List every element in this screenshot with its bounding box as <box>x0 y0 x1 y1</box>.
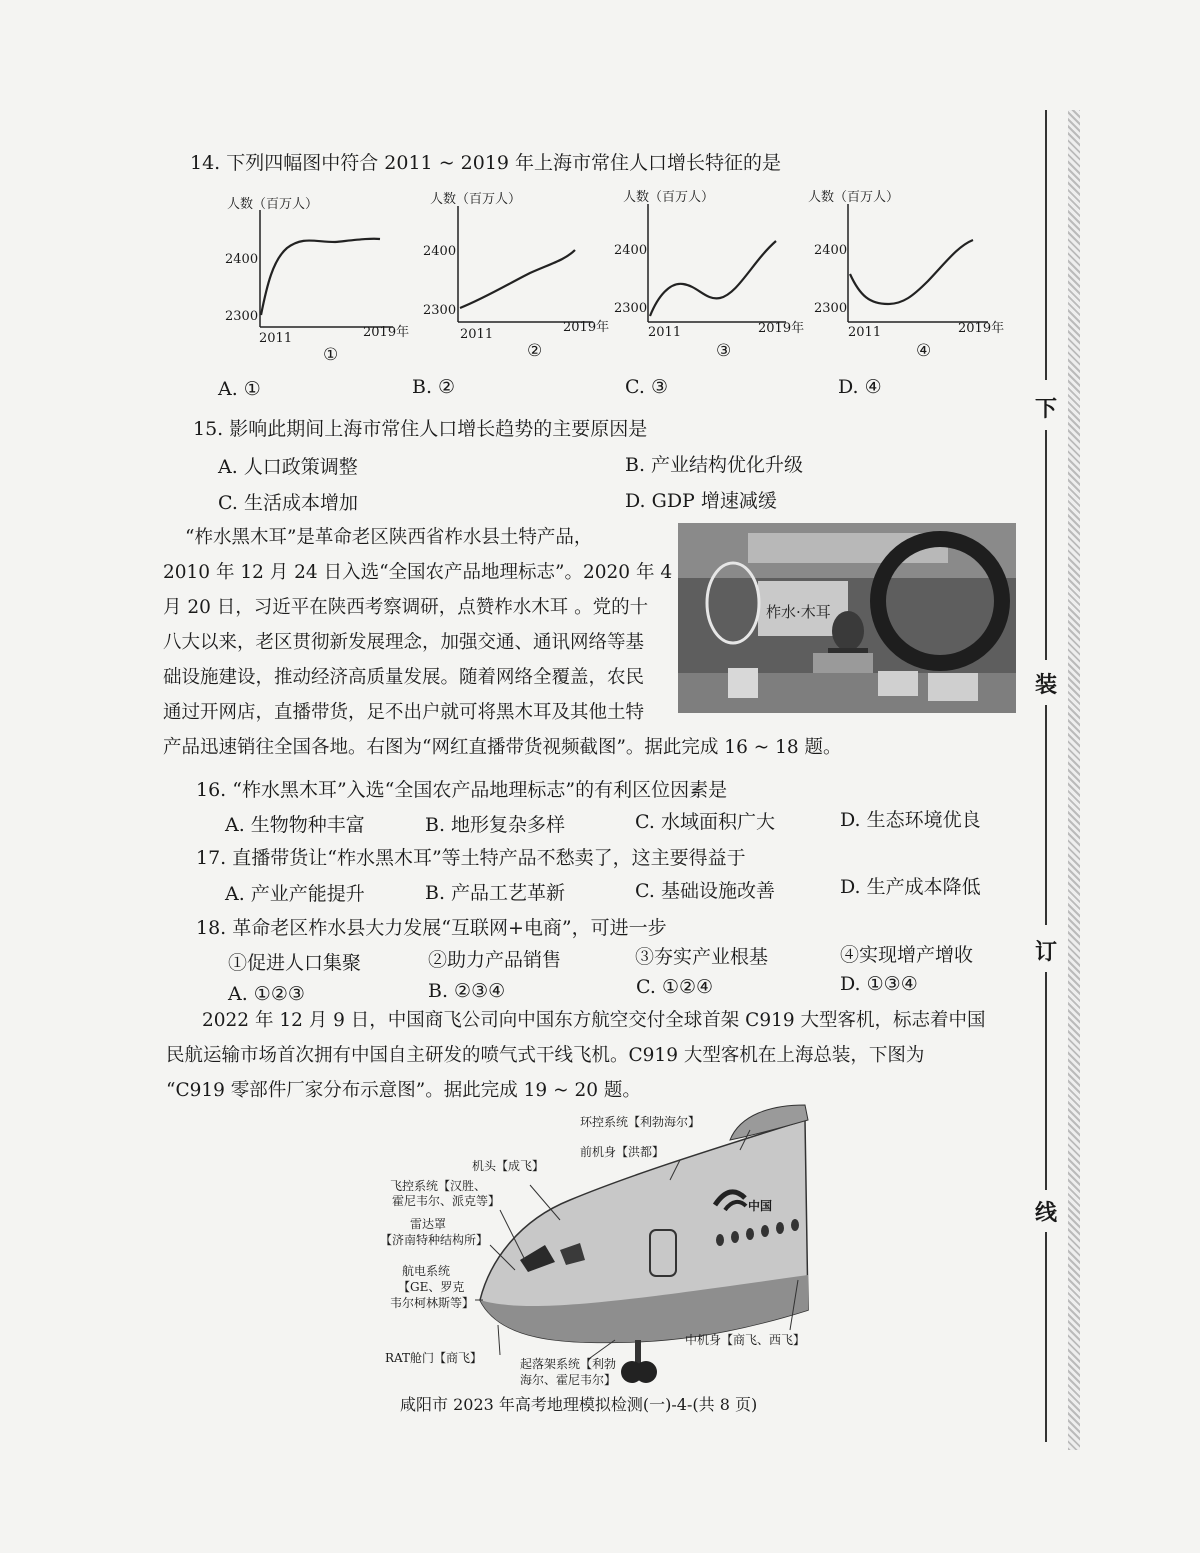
chart-3-ylabel: 人数（百万人） <box>623 190 715 205</box>
chart-1-label: ① <box>323 345 339 365</box>
chart-1-xstart: 2011 <box>259 331 293 346</box>
q18-option-c[interactable]: C. ①②④ <box>636 976 714 998</box>
passage-2-line: “C919 零部件厂家分布示意图”。据此完成 19 ~ 20 题。 <box>166 1080 641 1101</box>
passage-2-line: 民航运输市场首次拥有中国自主研发的喷气式干线飞机。C919 大型客机在上海总装，下图为 <box>166 1045 925 1066</box>
chart-4-xstart: 2011 <box>848 325 882 340</box>
binding-char-xian: 线 <box>1035 1200 1058 1226</box>
q18-option-a[interactable]: A. ①②③ <box>228 983 305 1005</box>
page-footer: 咸阳市 2023 年高考地理模拟检测(一)-4-(共 8 页) <box>400 1395 758 1414</box>
q18-item-2: ②助力产品销售 <box>428 949 562 971</box>
livestream-photo <box>678 523 1016 713</box>
plane-logo: 中国 <box>748 1199 773 1213</box>
chart-3-xend: 2019年 <box>758 321 805 336</box>
label-rat-door: RAT舱门【商飞】 <box>385 1351 483 1365</box>
chart-2-label: ② <box>527 341 543 361</box>
q14-option-c[interactable]: C. ③ <box>625 376 668 398</box>
binding-hatch <box>1068 110 1080 1450</box>
binding-line <box>1045 705 1047 925</box>
label-landing-gear-1: 起落架系统【利勃 <box>520 1357 617 1371</box>
chart-1-ytick-2400: 2400 <box>225 252 259 267</box>
passage-1-line: 通过开网店，直播带货，足不出户就可将黑木耳及其他土特 <box>163 702 645 723</box>
chart-2-ytick-2300: 2300 <box>423 303 457 318</box>
chart-1-xend: 2019年 <box>363 325 410 340</box>
q16-option-b[interactable]: B. 地形复杂多样 <box>425 814 566 836</box>
label-front-fuselage: 前机身【洪都】 <box>580 1145 665 1159</box>
q15-option-d[interactable]: D. GDP 增速减缓 <box>625 490 777 512</box>
q15-stem: 15. 影响此期间上海市常住人口增长趋势的主要原因是 <box>193 418 648 440</box>
q15-option-a[interactable]: A. 人口政策调整 <box>218 456 358 478</box>
q18-item-1: ①促进人口集聚 <box>228 952 362 974</box>
passage-2-line: 2022 年 12 月 9 日，中国商飞公司向中国东方航空交付全球首架 C919 大型客机，标志着中国 <box>202 1010 986 1031</box>
q16-option-a[interactable]: A. 生物物种丰富 <box>225 814 365 836</box>
q18-item-3: ③夯实产业根基 <box>635 946 769 968</box>
q16-option-c[interactable]: C. 水域面积广大 <box>635 811 775 833</box>
q17-stem: 17. 直播带货让“柞水黑木耳”等土特产品不愁卖了，这主要得益于 <box>196 847 746 869</box>
chart-1-ylabel: 人数（百万人） <box>227 197 319 212</box>
label-landing-gear-2: 海尔、霍尼韦尔】 <box>520 1373 617 1387</box>
chart-3-xstart: 2011 <box>648 325 682 340</box>
q17-option-a[interactable]: A. 产业产能提升 <box>225 883 365 905</box>
chart-3 <box>608 186 808 370</box>
binding-line <box>1045 1232 1047 1442</box>
chart-1 <box>215 190 415 374</box>
q18-item-4: ④实现增产增收 <box>840 944 974 966</box>
chart-3-ytick-2300: 2300 <box>614 301 648 316</box>
chart-4-xend: 2019年 <box>958 321 1005 336</box>
label-radar-2: 【济南特种结构所】 <box>380 1233 489 1247</box>
binding-line <box>1045 110 1047 380</box>
q18-option-b[interactable]: B. ②③④ <box>428 980 506 1002</box>
q16-option-d[interactable]: D. 生态环境优良 <box>840 809 981 831</box>
c919-diagram <box>380 1100 820 1400</box>
chart-2 <box>415 188 615 372</box>
q14-stem: 14. 下列四幅图中符合 2011 ~ 2019 年上海市常住人口增长特征的是 <box>190 152 782 174</box>
chart-4-ytick-2400: 2400 <box>814 243 848 258</box>
q17-option-c[interactable]: C. 基础设施改善 <box>635 880 775 902</box>
q15-option-c[interactable]: C. 生活成本增加 <box>218 492 358 514</box>
label-avionics-3: 韦尔柯林斯等】 <box>390 1296 475 1310</box>
passage-1-line: 八大以来，老区贯彻新发展理念，加强交通、通讯网络等基 <box>163 632 645 653</box>
chart-2-ylabel: 人数（百万人） <box>430 192 522 207</box>
binding-line <box>1045 430 1047 660</box>
q17-option-d[interactable]: D. 生产成本降低 <box>840 876 981 898</box>
chart-2-xstart: 2011 <box>460 327 494 342</box>
passage-1-line: “柞水黑木耳”是革命老区陕西省柞水县土特产品， <box>185 527 593 548</box>
binding-char-ding: 订 <box>1035 939 1058 965</box>
chart-4-ylabel: 人数（百万人） <box>808 190 900 205</box>
q18-option-d[interactable]: D. ①③④ <box>840 973 918 995</box>
q14-option-d[interactable]: D. ④ <box>838 376 882 398</box>
q14-option-b[interactable]: B. ② <box>412 376 456 398</box>
label-flight-control-2: 霍尼韦尔、派克等】 <box>392 1194 501 1208</box>
chart-4-label: ④ <box>916 341 932 361</box>
passage-1-line: 月 20 日，习近平在陕西考察调研，点赞柞水木耳 。党的十 <box>163 597 649 618</box>
passage-1-line: 础设施建设，推动经济高质量发展。随着网络全覆盖，农民 <box>163 667 645 688</box>
q18-stem: 18. 革命老区柞水县大力发展“互联网+电商”，可进一步 <box>196 917 667 939</box>
chart-4-ytick-2300: 2300 <box>814 301 848 316</box>
chart-4 <box>808 186 1008 370</box>
chart-2-ytick-2400: 2400 <box>423 244 457 259</box>
passage-1-line: 2010 年 12 月 24 日入选“全国农产品地理标志”。2020 年 4 <box>163 562 673 583</box>
label-radar-1: 雷达罩 <box>410 1217 447 1231</box>
binding-line <box>1045 972 1047 1190</box>
passage-1-line: 产品迅速销往全国各地。右图为“网红直播带货视频截图”。据此完成 16 ~ 18 题。 <box>163 737 842 758</box>
q15-option-b[interactable]: B. 产业结构优化升级 <box>625 454 804 476</box>
q14-option-a[interactable]: A. ① <box>218 378 261 400</box>
label-env-control: 环控系统【利勃海尔】 <box>580 1115 701 1129</box>
label-mid-fuselage: 中机身【商飞、西飞】 <box>685 1333 806 1347</box>
chart-3-label: ③ <box>716 341 732 361</box>
binding-char-xia: 下 <box>1035 396 1058 422</box>
photo-sign: 柞水·木耳 <box>766 603 831 621</box>
label-flight-control-1: 飞控系统【汉胜、 <box>390 1179 487 1193</box>
q16-stem: 16. “柞水黑木耳”入选“全国农产品地理标志”的有利区位因素是 <box>196 779 728 801</box>
label-avionics-1: 航电系统 <box>402 1264 451 1278</box>
label-nose: 机头【成飞】 <box>472 1159 545 1173</box>
chart-1-ytick-2300: 2300 <box>225 309 259 324</box>
chart-2-xend: 2019年 <box>563 320 610 335</box>
label-avionics-2: 【GE、罗克 <box>398 1280 465 1294</box>
binding-char-zhuang: 装 <box>1035 672 1058 698</box>
passage-2 <box>166 1003 986 1108</box>
q17-option-b[interactable]: B. 产品工艺革新 <box>425 882 566 904</box>
chart-3-ytick-2400: 2400 <box>614 243 648 258</box>
